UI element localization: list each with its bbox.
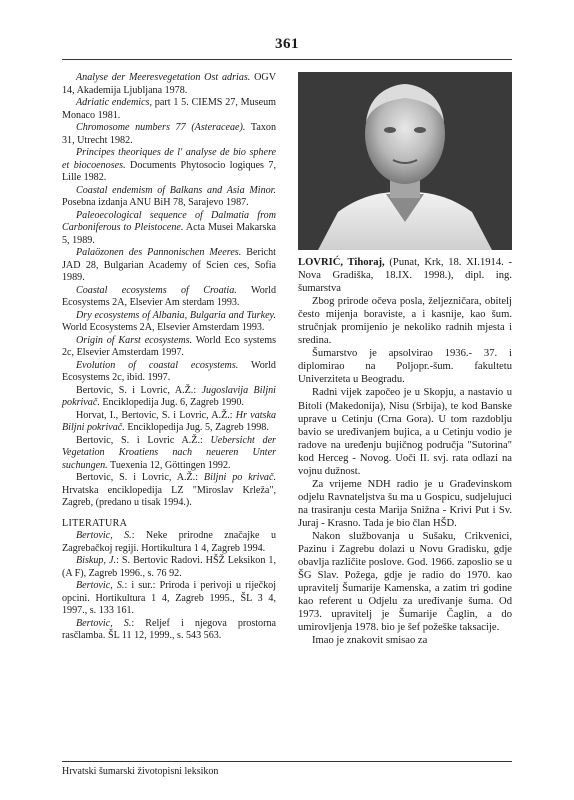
literature-entry: Bertovic, S.: Neke prirodne značajke u Zagrebačkoj regiji. Hortikultura 1 4, Zagreb 1994. — [62, 530, 276, 554]
person-name: LOVRIĆ, Tihoraj, — [298, 257, 385, 268]
coauthored-entry: Bertovic, S. i Lovric, A.Ž.: Jugoslavija Biljni pokrivač. Enciklopedija Jug. 6, Zagreb 1990. — [62, 384, 276, 408]
bibliography-entry: Paleoecological sequence of Dalmatia from Carboniferous to Pleistocene. Acta Musei Makarska 5, 1989. — [62, 209, 276, 246]
bibliography-entry: Evolution of coastal ecosystems. World Ecosystems 2c, ibid. 1997. — [62, 359, 276, 383]
literature-list — [62, 530, 276, 643]
biography-paragraph: Imao je znakovit smisao za — [312, 635, 428, 647]
literature-entry: Bertovic, S.: Reljef i njegova prostorna rasčlamba. ŠL 11 12, 1999., s. 543 563. — [62, 617, 276, 641]
bibliography-entry: Dry ecosystems of Albania, Bulgaria and Turkey. World Ecosystems 2A, Elsevier Amsterdam 1993. — [62, 309, 276, 333]
literature-entry: Biskup, J.: S. Bertovic Radovi. HŠŽ Leksikon 1, (A F), Zagreb 1996., s. 76 92. — [62, 555, 276, 579]
biography-paragraph: Nakon službovanja u Sušaku, Crikvenici, Pazinu i Zagrebu dolazi u Novu Gradisku, gdje obavlja različite poslove. God. 1966. zaposlio se u ŠG Slav. Požega, gdje je radio do 1970. kao upravitelj Šumarije Kamenska, a zatim tri godine kao referent u Odjelu za uređivanje šuma. Od 1973. upravitelj je Šumarije Čaglin, a do umirovljenja 1978. bio je šef požeške taksacije. — [298, 530, 512, 634]
biography-paragraph: Zbog prirode očeva posla, željezničara, obitelj često mijenja boraviste, a i kasnije, kao šum. stručnjak promijenio je nekoliko radnih mjesta i sredina. — [298, 296, 512, 347]
bibliography-list — [62, 72, 276, 385]
bibliography-entry: Coastal ecosystems of Croatia. World Ecosystems 2A, Elsevier Am sterdam 1993. — [62, 284, 276, 308]
bibliography-entry: Chromosome numbers 77 (Asteraceae). Taxon 31, Utrecht 1982. — [62, 122, 276, 146]
coauthored-list — [62, 385, 276, 510]
bibliography-entry: Palaözonen des Pannonischen Meeres. Bericht JAD 28, Bulgarian Academy of Scien ces, Sofia 1989. — [62, 247, 276, 283]
literature-heading: LITERATURA — [62, 517, 128, 529]
bibliography-entry: Analyse der Meeresvegetation Ost adrias. OGV 14, Akademija Ljubljana 1978. — [62, 72, 276, 96]
footer-text: Hrvatski šumarski životopisni leksikon — [62, 766, 219, 777]
portrait-photo — [298, 72, 512, 250]
header-rule — [62, 59, 512, 60]
bibliography-entry: Origin of Karst ecosystems. World Eco systems 2c, Elsevier Amsterdam 1997. — [62, 334, 276, 358]
biography-column — [298, 256, 512, 647]
coauthored-entry: Bertovic, S. i Lovric A.Ž.: Uebersicht der Vegetation Kroatiens nach neueren Unter suchungen. Tuexenia 12, Göttingen 1992. — [62, 434, 276, 471]
literature-entry: Bertovic, S.: i sur.: Priroda i perivoji u riječkoj opcini. Hortikultura 1 4, Zagreb 1995., ŠL 3 4, 1997., s. 133 161. — [62, 580, 276, 616]
footer-rule — [62, 761, 512, 762]
biography-paragraph: Za vrijeme NDH radio je u Građevinskom odjelu Ravnateljstva šu ma u Gospicu, sudjelujuci na trasiranju cesta Marija Snižna - Krivi Put i Sv. Juraj - Krasno. Tada je bio član HŠD. — [298, 478, 512, 529]
page-number: 361 — [275, 36, 299, 52]
biography-paragraph: Radni vijek započeo je u Skopju, a nastavio u Bitoli (Makedonija), Nisu (Srbija), te kod Banske uprave u Cetinju (Crna Gora). U tom razdoblju bavio se uređivanjem bujica, a u Cetinju vodio je radove na uređenju bujičnog područja "Sutorina" kod Herceg - Novog. Uoči II. svj. rata odlazi na vojnu dužnost. — [298, 387, 512, 477]
bibliography-entry: Adriatic endemics, part 1 5. CIEMS 27, Museum Monaco 1981. — [62, 97, 276, 121]
biography-heading: LOVRIĆ, Tihoraj, (Punat, Krk, 18. XI.1914. - Nova Gradiška, 18.IX. 1998.), dipl. ing. šumarstva — [298, 257, 513, 295]
biography-paragraph: Šumarstvo je apsolvirao 1936.- 37. i diplomirao na Poljopr.-šum. fakultetu Univerziteta u Beogradu. — [298, 348, 512, 386]
bibliography-entry: Principes theoriques de l' analyse de bio sphere et biocoenoses. Documents Phytosocio logiques 7, Lille 1982. — [62, 147, 276, 183]
left-column — [62, 72, 276, 643]
coauthored-entry: Horvat, I., Bertovic, S. i Lovric, A.Ž.: Hr vatska Biljni pokrivač. Enciklopedija Jug. 5, Zagreb 1998. — [62, 409, 277, 433]
bibliography-entry: Coastal endemism of Balkans and Asia Minor. Posebna izdanja ANU BiH 78, Sarajevo 1987. — [62, 184, 276, 208]
coauthored-entry: Bertovic, S. i Lovric, A.Ž.: Biljni po krivač. Hrvatska enciklopedija LZ "Miroslav Krleža", Zagreb, (predano u tisak 1994.). — [62, 472, 276, 508]
